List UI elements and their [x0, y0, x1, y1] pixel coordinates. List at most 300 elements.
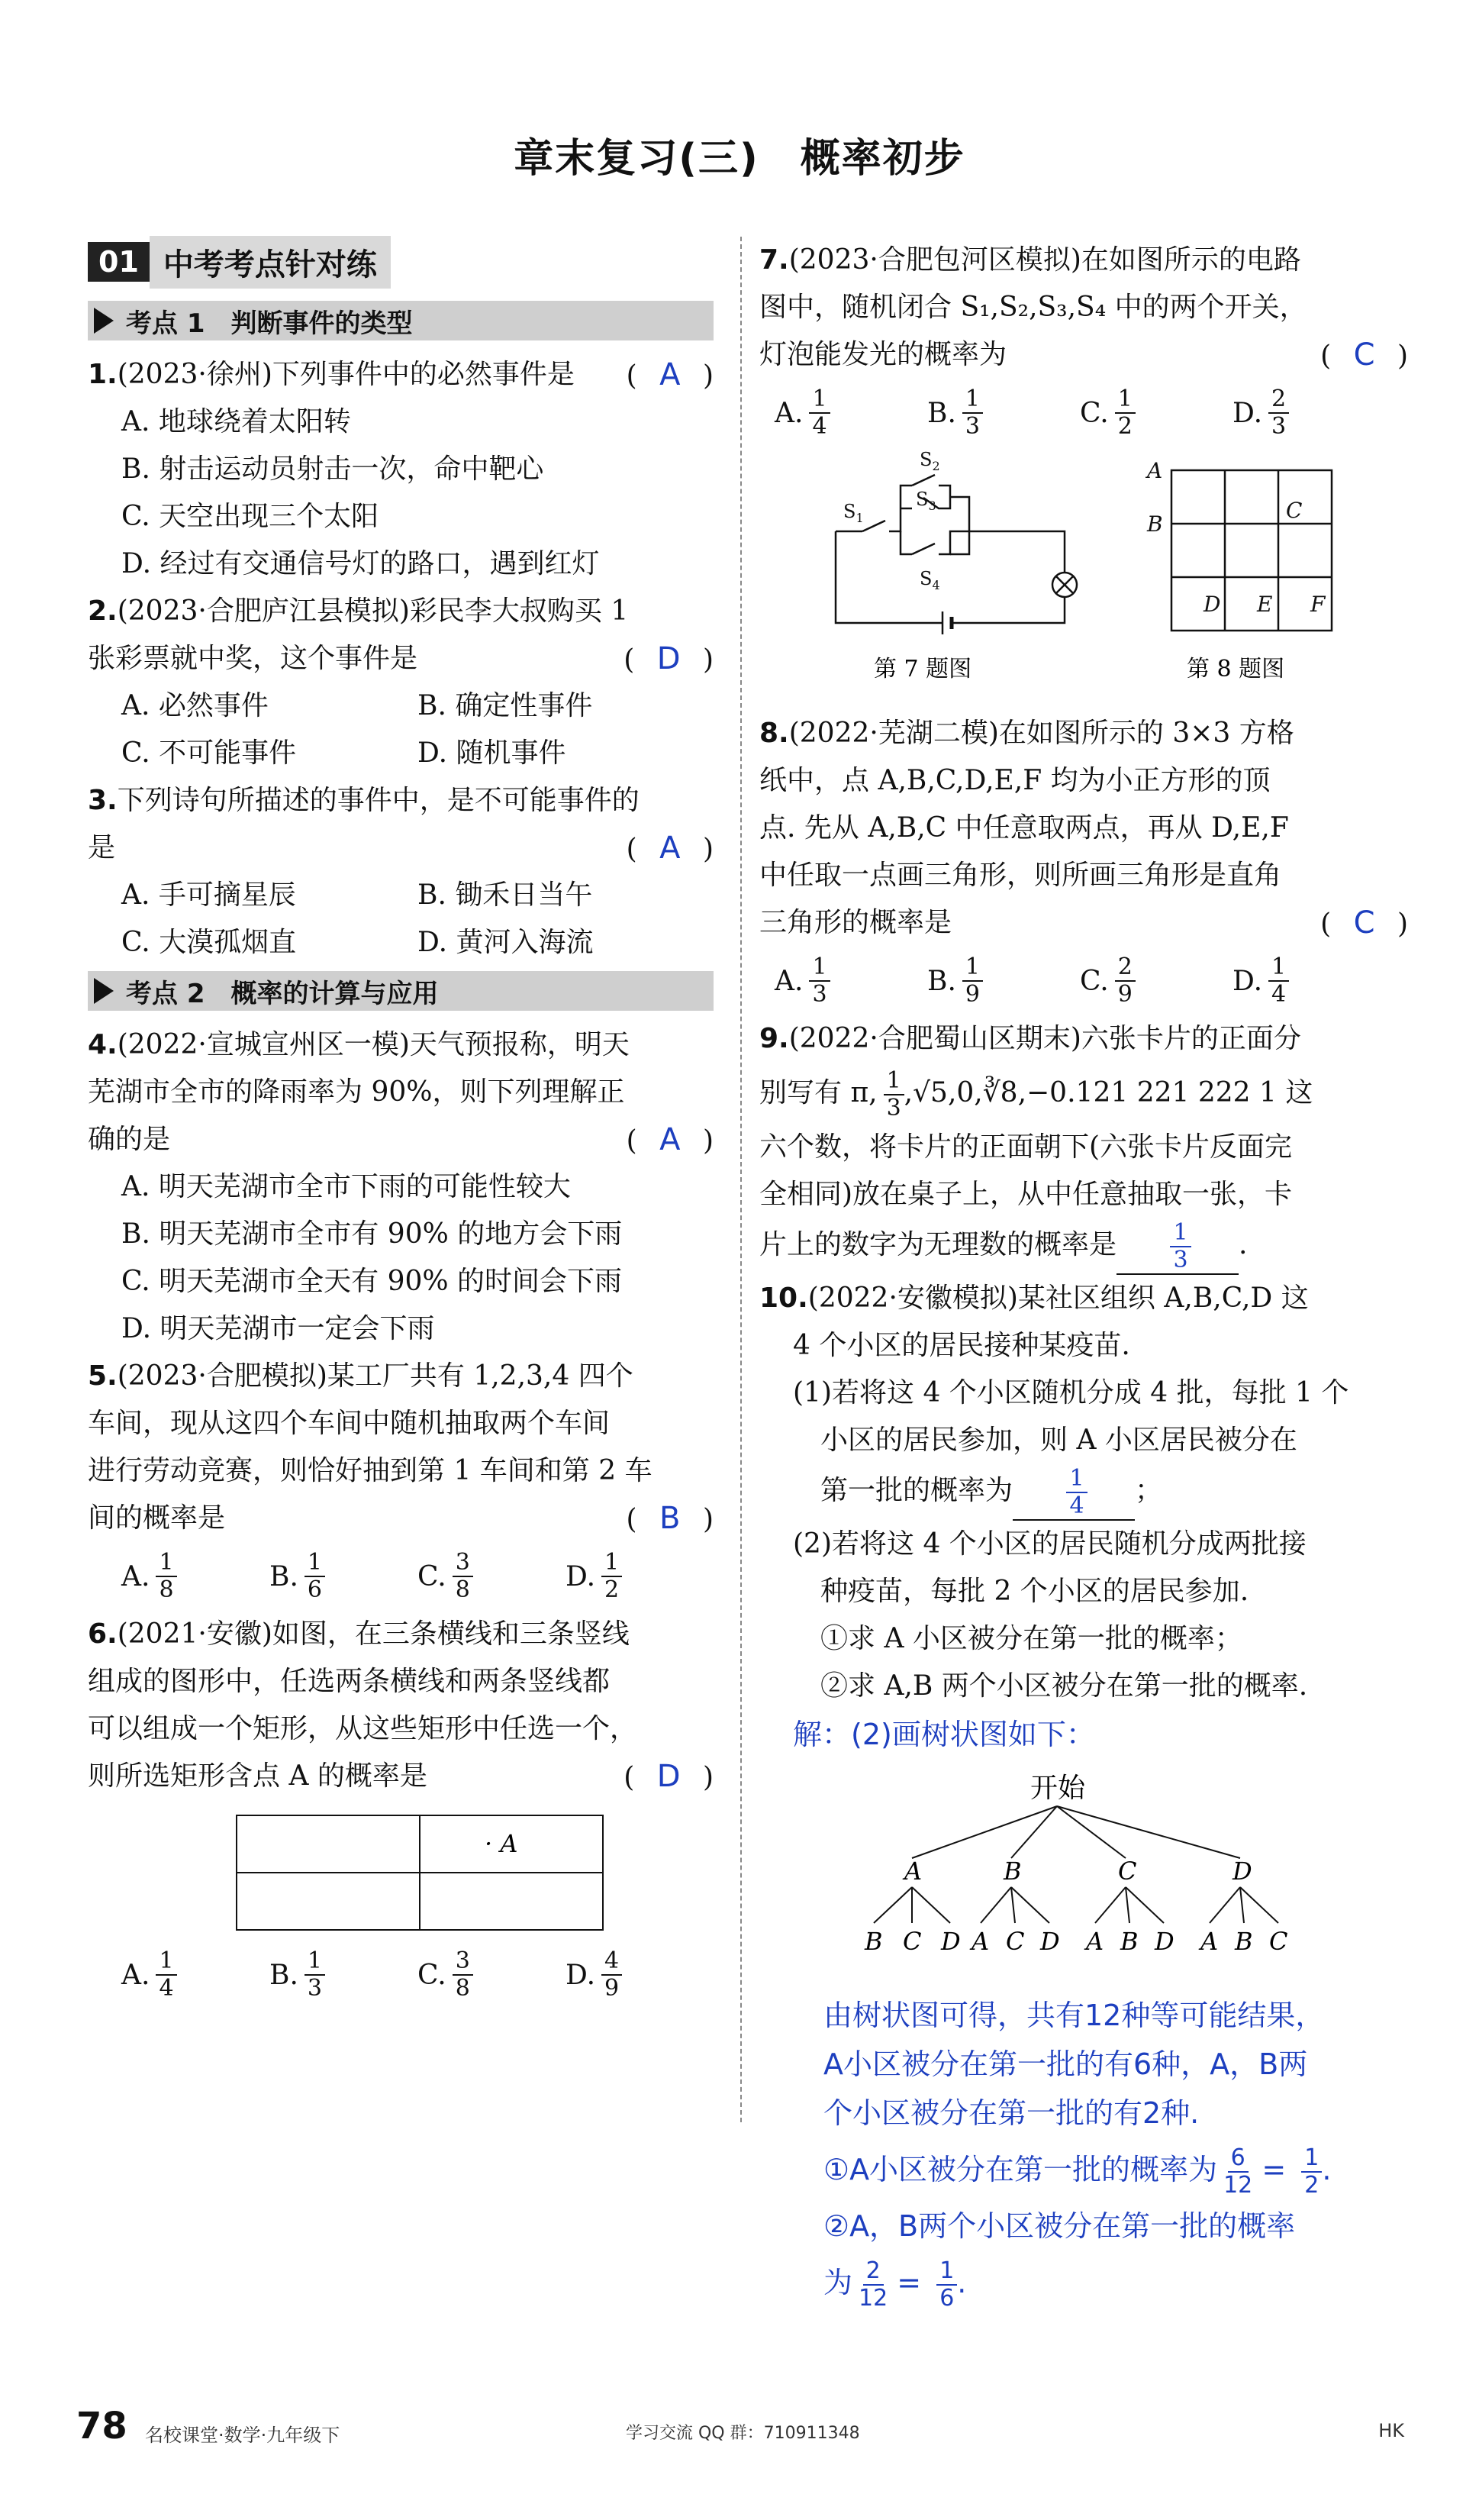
branch	[1095, 1887, 1126, 1923]
section-number: 01	[88, 242, 150, 282]
label-s: S	[843, 501, 856, 522]
solution-line3: A小区被分在第一批的有6种，A，B两	[823, 2047, 1308, 2081]
edition-tag: HK	[1378, 2420, 1404, 2441]
q1-option-b: B. 射击运动员射击一次，命中靶心	[121, 453, 544, 485]
tree-start: 开始	[1030, 1773, 1086, 1804]
fraction	[453, 1550, 473, 1603]
q1-text: (2023·徐州)下列事件中的必然事件是	[117, 359, 575, 390]
question-6-line4	[88, 1753, 714, 1800]
q6-text2: 组成的图形中，任选两条横线和两条竖线都	[88, 1666, 611, 1697]
branch	[1011, 1887, 1049, 1923]
q6-answer: ( D )	[624, 1759, 714, 1794]
tree-node: B	[1004, 1857, 1022, 1886]
tree-diagram	[759, 1759, 1408, 1988]
numerator: 1	[962, 386, 983, 414]
q6-text3: 可以组成一个矩形，从这些矩形中任选一个，	[88, 1713, 638, 1744]
numerator: 1	[809, 386, 830, 414]
denominator: 4	[812, 413, 827, 440]
label-s: S	[916, 489, 929, 510]
fraction	[962, 386, 983, 440]
label-sub: 1	[856, 511, 864, 525]
switch-s2	[912, 475, 935, 486]
q6-option-d	[566, 1948, 714, 2002]
grid-3x3	[1171, 470, 1332, 631]
tree-level2	[864, 1927, 1287, 1956]
solution-l7a: 为	[823, 2266, 853, 2299]
q2-options-row1	[88, 682, 714, 730]
label-sub: 3	[928, 499, 936, 513]
branch	[1240, 1887, 1278, 1923]
q10-p2b: 种疫苗，每批 2 个小区的居民参加.	[820, 1576, 1249, 1607]
tree-leaf: A	[1086, 1927, 1104, 1956]
denominator: 3	[307, 1975, 322, 2002]
branch	[874, 1887, 912, 1923]
q6-text4: 则所选矩形含点 A 的概率是	[88, 1760, 427, 1792]
numerator: 1	[304, 1550, 325, 1577]
fraction	[1268, 386, 1289, 440]
figures-7-8	[759, 447, 1408, 707]
point-c: C	[1286, 498, 1303, 523]
q8-text1: (2022·芜湖二模)在如图所示的 3×3 方格	[788, 718, 1294, 749]
tree-leaf: D	[941, 1927, 961, 1956]
fraction	[156, 1550, 176, 1603]
denominator: 3	[812, 981, 827, 1008]
denominator: 3	[1173, 1247, 1188, 1273]
q4-option-a: A. 明天芜湖市全市下雨的可能性较大	[121, 1171, 571, 1202]
solution-line5: ①A小区被分在第一批的概率为 $\frac{6}{12}$ = $\frac{1}{2}$ .	[823, 2144, 1332, 2199]
branch	[1057, 1806, 1240, 1858]
label-s3	[916, 489, 936, 513]
question-10	[759, 1275, 1408, 1322]
tree-branches-l2	[874, 1887, 1278, 1923]
q5-answer-value: B	[659, 1501, 681, 1536]
tree-level1	[902, 1857, 1252, 1886]
q4-answer-value: A	[659, 1122, 681, 1157]
page-title: 章末复习(三) 概率初步	[514, 136, 965, 182]
q6-figure	[88, 1800, 714, 1938]
q5-option-a	[121, 1550, 269, 1603]
fraction	[304, 1948, 325, 2002]
fraction	[1268, 954, 1289, 1008]
q8-option-d	[1232, 954, 1385, 1008]
q9-text2a: 别写有 π,	[759, 1077, 878, 1108]
q6-option-b	[269, 1948, 417, 2002]
question-8	[759, 710, 1408, 757]
q5-answer: ( B )	[626, 1501, 714, 1536]
branch	[1126, 1887, 1129, 1923]
left-column	[88, 237, 714, 2009]
fraction	[962, 954, 983, 1008]
fig7-caption: 第 7 题图	[874, 656, 972, 682]
q5-option-b	[269, 1550, 417, 1603]
fraction	[1301, 2145, 1322, 2199]
question-9	[759, 1015, 1408, 1063]
numerator: 1	[1268, 954, 1289, 982]
numerator: 1	[809, 954, 830, 982]
fraction	[156, 1948, 176, 2002]
numerator: 1	[936, 2258, 957, 2286]
denominator: 4	[159, 1975, 174, 2002]
kaodian-2-header	[88, 971, 714, 1011]
q8-text4: 中任取一点画三角形，则所画三角形是直角	[759, 860, 1282, 891]
fraction	[1115, 954, 1136, 1008]
q2-num: 2.	[88, 595, 118, 627]
option-letter: B.	[927, 397, 956, 429]
wire-lower	[901, 531, 912, 554]
q6-options	[88, 1941, 714, 2009]
denominator: 2	[1117, 413, 1133, 440]
q5-option-d	[566, 1550, 714, 1603]
q7-option-b	[927, 386, 1080, 440]
fraction	[809, 386, 830, 440]
q4-option-d: D. 明天芜湖市一定会下雨	[121, 1313, 435, 1344]
branch	[912, 1887, 950, 1923]
fraction	[809, 954, 830, 1008]
q3-option-b: B. 锄禾日当午	[417, 879, 593, 911]
q4-text3: 确的是	[88, 1124, 171, 1155]
right-column	[759, 237, 1408, 2315]
question-3-line2	[88, 824, 714, 872]
q9-text1: (2022·合肥蜀山区期末)六张卡片的正面分	[788, 1023, 1301, 1054]
q3-option-c: C. 大漠孤烟直	[121, 927, 297, 958]
q9-text5: 片上的数字为无理数的概率是	[759, 1229, 1117, 1260]
question-8-line5	[759, 899, 1408, 947]
q4-option-c: C. 明天芜湖市全天有 90% 的时间会下雨	[121, 1266, 623, 1297]
denominator: 12	[1223, 2171, 1253, 2199]
column-divider	[740, 237, 742, 2122]
q3-options-row1	[88, 872, 714, 919]
q8-option-c	[1080, 954, 1232, 1008]
option-letter: D.	[566, 1560, 596, 1592]
q6-num: 6.	[88, 1618, 118, 1650]
question-4-line3	[88, 1116, 714, 1163]
numerator: 2	[1115, 954, 1136, 982]
option-letter: A.	[775, 965, 804, 997]
tree-leaf: C	[903, 1927, 922, 1956]
point-f: F	[1310, 592, 1326, 617]
q4-text1: (2022·宣城宣州区一模)天气预报称，明天	[117, 1029, 630, 1060]
branch	[1057, 1806, 1126, 1858]
fraction	[1223, 2145, 1252, 2199]
denominator: 4	[1069, 1492, 1084, 1519]
q8-answer-value: C	[1353, 905, 1375, 941]
wire-bottom	[952, 596, 1065, 623]
q8-text3: 点. 先从 A,B,C 中任意取两点，再从 D,E,F	[759, 812, 1289, 844]
q6-option-c	[417, 1948, 566, 2002]
tree-leaf: A	[972, 1927, 990, 1956]
q3-answer: ( A )	[626, 831, 714, 866]
q1-option-a: A. 地球绕着太阳转	[121, 406, 351, 437]
q1-answer: ( A )	[626, 357, 714, 392]
fraction	[859, 2258, 888, 2312]
q1-option-c: C. 天空出现三个太阳	[121, 501, 379, 532]
numerator: 1	[1301, 2145, 1322, 2173]
q9-text2b: ,√5,0,∛8,−0.121 221 222 1 这	[904, 1077, 1313, 1108]
denominator: 3	[886, 1095, 901, 1121]
branch	[912, 1806, 1057, 1858]
numerator: 1	[156, 1550, 176, 1577]
question-7-line3	[759, 331, 1408, 379]
question-5-line4	[88, 1495, 714, 1542]
q10-text1: (2022·安徽模拟)某社区组织 A,B,C,D 这	[807, 1283, 1309, 1314]
triangle-icon	[94, 978, 114, 1004]
q10-p2a: (2)若将这 4 个小区的居民随机分成两批接	[793, 1528, 1307, 1560]
wire-right	[1000, 531, 1065, 573]
q7-option-a	[775, 386, 927, 440]
q7-option-d	[1232, 386, 1385, 440]
question-1	[88, 351, 714, 398]
tree-leaf: A	[1200, 1927, 1219, 1956]
option-letter: C.	[417, 1560, 446, 1592]
qq-group: 学习交流 QQ 群：710911348	[626, 2424, 860, 2443]
option-letter: D.	[1232, 397, 1263, 429]
switch-s4	[912, 544, 935, 554]
fraction	[601, 1948, 622, 2002]
question-7	[759, 237, 1408, 284]
q2-text1: (2023·合肥庐江县模拟)彩民李大叔购买 1	[117, 595, 629, 627]
solution-l5a: ①A小区被分在第一批的概率为	[823, 2153, 1218, 2186]
q10-p1b: 小区的居民参加，则 A 小区居民被分在	[820, 1425, 1297, 1456]
option-letter: C.	[1080, 965, 1109, 997]
q10-p2c: ①求 A 小区被分在第一批的概率；	[820, 1623, 1242, 1654]
denominator: 9	[604, 1975, 620, 2002]
numerator: 1	[304, 1948, 325, 1976]
q5-text3: 进行劳动竞赛，则恰好抽到第 1 车间和第 2 车	[88, 1455, 652, 1486]
fig8-caption: 第 8 题图	[1187, 656, 1285, 682]
book-title: 名校课堂·数学·九年级下	[145, 2425, 340, 2446]
q1-num: 1.	[88, 359, 118, 390]
denominator: 9	[965, 981, 980, 1008]
q8-num: 8.	[759, 718, 789, 749]
q8-option-a	[775, 954, 927, 1008]
question-4	[88, 1021, 714, 1069]
tree-leaf: B	[865, 1927, 883, 1956]
q10-p1c-line: 第一批的概率为 $\frac{1}{4}$ ；	[820, 1465, 1163, 1519]
question-5	[88, 1353, 714, 1400]
q3-text2: 是	[88, 832, 116, 863]
q3-option-d: D. 黄河入海流	[417, 927, 594, 958]
numerator: 3	[453, 1550, 473, 1577]
q9-text3: 六个数，将卡片的正面朝下(六张卡片反面完	[759, 1131, 1293, 1163]
q8-options	[759, 947, 1408, 1015]
q2-text2: 张彩票就中奖，这个事件是	[88, 643, 418, 674]
q3-options-row2	[88, 919, 714, 966]
numerator: 4	[601, 1948, 622, 1976]
q8-text5: 三角形的概率是	[759, 907, 952, 938]
q9-line5: 片上的数字为无理数的概率是 $\frac{1}{3}$ .	[759, 1219, 1248, 1273]
denominator: 8	[159, 1576, 174, 1603]
tree-leaf: C	[1006, 1927, 1025, 1956]
fraction	[601, 1550, 622, 1603]
numerator: 2	[1268, 386, 1289, 414]
q7-text2: 图中，随机闭合 S₁,S₂,S₃,S₄ 中的两个开关，	[759, 292, 1307, 323]
solution-line1: 解：(2)画树状图如下：	[793, 1718, 1095, 1751]
tree-node: C	[1118, 1857, 1137, 1886]
q2-options-row2	[88, 730, 714, 777]
q5-text1: (2023·合肥模拟)某工厂共有 1,2,3,4 四个	[117, 1360, 633, 1392]
grid-border	[1171, 470, 1332, 631]
option-letter: D.	[566, 1959, 596, 1991]
denominator: 2	[1304, 2171, 1320, 2199]
denominator: 4	[1271, 981, 1287, 1008]
q7-options	[759, 379, 1408, 447]
numerator: 1	[1170, 1220, 1191, 1247]
label-sub: 4	[932, 578, 940, 592]
branch	[1011, 1887, 1015, 1923]
branch	[1240, 1887, 1244, 1923]
numerator: 1	[1066, 1466, 1087, 1493]
fraction	[1115, 386, 1136, 440]
question-2-line2	[88, 635, 714, 682]
page-number: 78	[76, 2405, 127, 2447]
q3-text1: 下列诗句所描述的事件中，是不可能事件的	[117, 785, 640, 816]
q9-num: 9.	[759, 1023, 789, 1054]
numerator: 1	[156, 1948, 176, 1976]
numerator: 1	[884, 1068, 904, 1095]
fraction	[304, 1550, 325, 1603]
label-sub: 2	[932, 459, 940, 473]
point-d: D	[1204, 592, 1221, 617]
q5-options	[88, 1542, 714, 1611]
option-letter: C.	[1080, 397, 1109, 429]
point-e: E	[1257, 592, 1273, 617]
q10-answer-blank	[1013, 1464, 1135, 1521]
q5-option-c	[417, 1550, 566, 1603]
option-letter: A.	[121, 1560, 150, 1592]
fraction	[1170, 1220, 1191, 1273]
q7-option-c	[1080, 386, 1232, 440]
q5-text2: 车间，现从这四个车间中随机抽取两个车间	[88, 1408, 611, 1439]
solution-line6: ②A，B两个小区被分在第一批的概率	[823, 2209, 1296, 2243]
denominator: 6	[307, 1576, 322, 1603]
q10-num: 10.	[759, 1283, 808, 1314]
option-letter: A.	[775, 397, 804, 429]
section-header	[88, 237, 714, 287]
triangle-icon	[94, 308, 114, 334]
branch	[1126, 1887, 1164, 1923]
label-s2	[920, 449, 940, 473]
solution-line4: 个小区被分在第一批的有2种.	[823, 2096, 1200, 2130]
q1-answer-value: A	[659, 357, 681, 392]
q10-p1a: (1)若将这 4 个小区随机分成 4 批，每批 1 个	[793, 1377, 1349, 1408]
kaodian-2-label: 考点 2 概率的计算与应用	[126, 978, 439, 1009]
circuit-diagram	[836, 475, 1077, 634]
q10-p2d: ②求 A,B 两个小区被分在第一批的概率.	[820, 1670, 1308, 1702]
q4-option-b: B. 明天芜湖市全市有 90% 的地方会下雨	[121, 1218, 623, 1250]
numerator: 1	[601, 1550, 622, 1577]
circuit-labels	[843, 449, 940, 592]
q7-text1: (2023·合肥包河区模拟)在如图所示的电路	[788, 244, 1301, 276]
option-letter: D.	[1232, 965, 1263, 997]
q3-answer-value: A	[659, 831, 681, 866]
q4-text2: 芜湖市全市的降雨率为 90%，则下列理解正	[88, 1076, 625, 1108]
q7-num: 7.	[759, 244, 789, 276]
q2-option-c: C. 不可能事件	[121, 737, 297, 769]
solution-line2: 由树状图可得，共有12种等可能结果，	[823, 1999, 1325, 2032]
q6-point-a: · A	[485, 1829, 518, 1858]
solution-line7: 为 $\frac{2}{12}$ = $\frac{1}{6}$ .	[823, 2257, 967, 2312]
label-s: S	[920, 568, 933, 589]
option-letter: B.	[269, 1560, 298, 1592]
tree-branches-l1	[912, 1806, 1240, 1858]
option-letter: A.	[121, 1959, 150, 1991]
q2-answer: ( D )	[624, 641, 714, 676]
tree-node: D	[1232, 1857, 1252, 1886]
q9-line2	[759, 1063, 1408, 1124]
branch	[1210, 1887, 1240, 1923]
q2-option-b: B. 确定性事件	[417, 690, 593, 721]
point-a: A	[1147, 458, 1163, 483]
q7-answer-value: C	[1353, 337, 1375, 373]
denominator: 8	[455, 1576, 470, 1603]
tree-node: A	[904, 1857, 923, 1886]
denominator: 3	[1271, 413, 1287, 440]
q7-text3: 灯泡能发光的概率为	[759, 339, 1007, 370]
switch-s1	[862, 521, 885, 531]
tree-leaf: D	[1040, 1927, 1060, 1956]
q9-text4: 全相同)放在桌子上，从中任意抽取一张，卡	[759, 1179, 1293, 1210]
denominator: 3	[965, 413, 980, 440]
denominator: 2	[604, 1576, 620, 1603]
wire-right-parallel	[950, 497, 969, 554]
q3-num: 3.	[88, 785, 118, 816]
tree-leaf: B	[1120, 1927, 1139, 1956]
section-title: 中考考点针对练	[150, 236, 391, 289]
q8-option-b	[927, 954, 1080, 1008]
q2-answer-value: D	[656, 641, 681, 676]
q3-option-a: A. 手可摘星辰	[121, 879, 296, 911]
question-3	[88, 777, 714, 824]
q10-p1c: 第一批的概率为	[820, 1475, 1013, 1506]
q8-answer: ( C )	[1320, 905, 1408, 941]
denominator: 6	[939, 2284, 955, 2312]
denominator: 9	[1117, 981, 1133, 1008]
tree-leaf: B	[1235, 1927, 1253, 1956]
numerator: 3	[453, 1948, 473, 1976]
option-letter: B.	[927, 965, 956, 997]
label-s1	[843, 501, 864, 525]
numerator: 1	[962, 954, 983, 982]
q2-option-a: A. 必然事件	[121, 690, 269, 721]
numerator: 1	[1115, 386, 1136, 414]
q8-text2: 纸中，点 A,B,C,D,E,F 均为小正方形的顶	[759, 765, 1271, 796]
q10-text2: 4 个小区的居民接种某疫苗.	[793, 1330, 1130, 1361]
q2-option-d: D. 随机事件	[417, 737, 566, 769]
denominator: 8	[455, 1975, 470, 2002]
tree-leaf: D	[1155, 1927, 1174, 1956]
q1-option-d: D. 经过有交通信号灯的路口，遇到红灯	[121, 548, 600, 579]
kaodian-1-header	[88, 301, 714, 340]
q4-answer: ( A )	[626, 1122, 714, 1157]
q5-text4: 间的概率是	[88, 1502, 226, 1534]
fraction	[1066, 1466, 1087, 1519]
kaodian-1-label: 考点 1 判断事件的类型	[126, 308, 413, 339]
q6-text1: (2021·安徽)如图，在三条横线和三条竖线	[117, 1618, 630, 1650]
denominator: 12	[859, 2284, 888, 2312]
q9-answer-blank	[1116, 1218, 1239, 1275]
question-6	[88, 1611, 714, 1658]
branch	[981, 1887, 1011, 1923]
fraction	[884, 1068, 904, 1121]
option-letter: B.	[269, 1959, 298, 1991]
q6-answer-value: D	[656, 1759, 681, 1794]
q6-option-a	[121, 1948, 269, 2002]
q5-num: 5.	[88, 1360, 118, 1392]
label-s4	[920, 568, 940, 592]
tree-leaf: C	[1269, 1927, 1288, 1956]
numerator: 2	[863, 2258, 884, 2286]
fraction	[453, 1948, 473, 2002]
